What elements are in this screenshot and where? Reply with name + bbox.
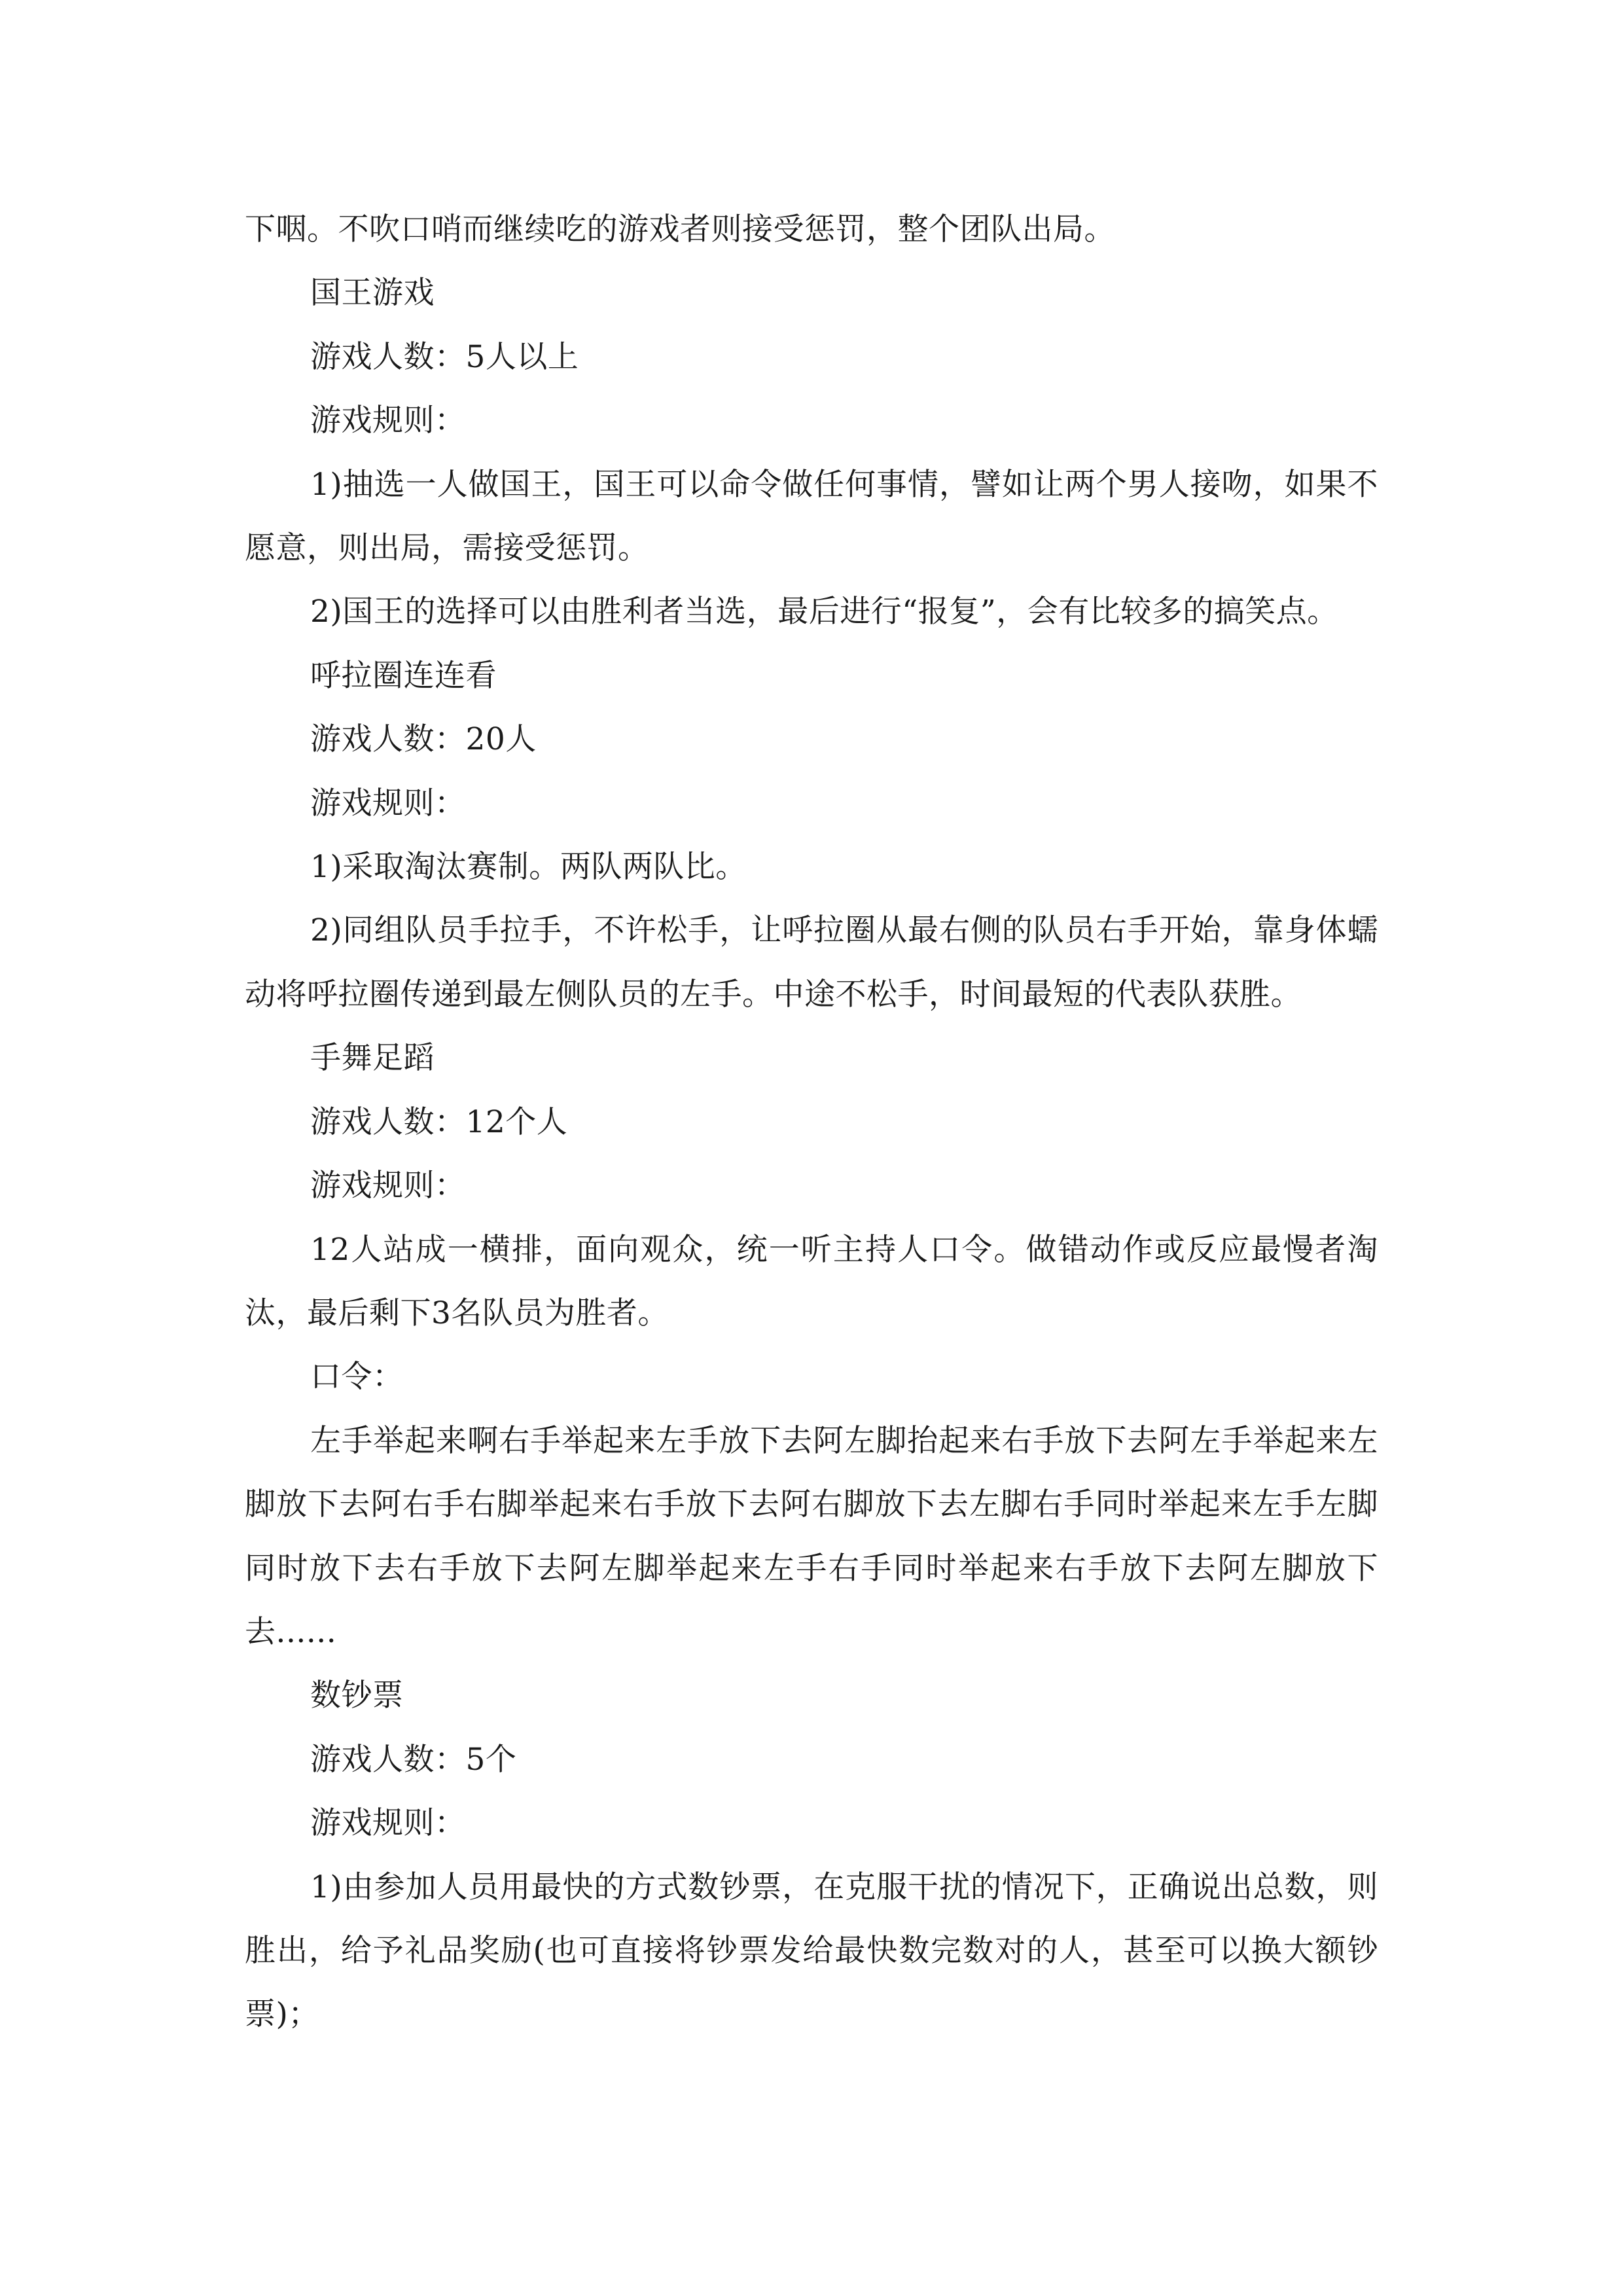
section-title: 数钞票 [310,1677,404,1714]
paragraph: 2)国王的选择可以由胜利者当选，最后进行“报复”，会有比较多的搞笑点。 [310,594,1338,630]
paragraph: 游戏规则： [310,403,466,439]
paragraph: 游戏人数：12个人 [310,1103,568,1140]
paragraph: 1)由参加人员用最快的方式数钞票，在克服干扰的情况下，正确说出总数，则胜出，给予礼品奖励(也可直接将钞票发给最快数完数对的人，甚至可以换大额钞票)； [245,1869,1378,2033]
paragraph: 游戏人数：5个 [310,1741,517,1778]
paragraph: 2)同组队员手拉手，不许松手，让呼拉圈从最右侧的队员右手开始，靠身体蠕动将呼拉圈传递到最左侧队员的左手。中途不松手，时间最短的代表队获胜。 [245,912,1378,1013]
paragraph: 游戏规则： [310,1805,466,1842]
paragraph: 口令： [310,1359,404,1395]
paragraph: 游戏规则： [310,1168,466,1204]
paragraph: 12人站成一横排，面向观众，统一听主持人口令。做错动作或反应最慢者淘汰，最后剩下3名队员为胜者。 [245,1231,1378,1331]
paragraph: 左手举起来啊右手举起来左手放下去阿左脚抬起来右手放下去阿左手举起来左脚放下去阿右手右脚举起来右手放下去阿右脚放下去左脚右手同时举起来左手左脚同时放下去右手放下去阿左脚举起来左手右手同时举起来右手放下去阿左脚放下去...... [245,1422,1378,1650]
paragraph: 下咽。不吹口哨而继续吃的游戏者则接受惩罚，整个团队出局。 [245,211,1115,247]
paragraph: 游戏规则： [310,785,466,821]
paragraph: 1)采取淘汰赛制。两队两队比。 [310,849,747,886]
section-title: 国王游戏 [310,275,435,312]
document-body [245,198,1378,2047]
paragraph: 游戏人数：5人以上 [310,338,579,375]
section-title: 呼拉圈连连看 [310,657,497,694]
section-title: 手舞足蹈 [310,1040,435,1077]
paragraph: 游戏人数：20人 [310,721,537,758]
paragraph: 1)抽选一人做国王，国王可以命令做任何事情，譬如让两个男人接吻，如果不愿意，则出局，需接受惩罚。 [245,466,1378,567]
